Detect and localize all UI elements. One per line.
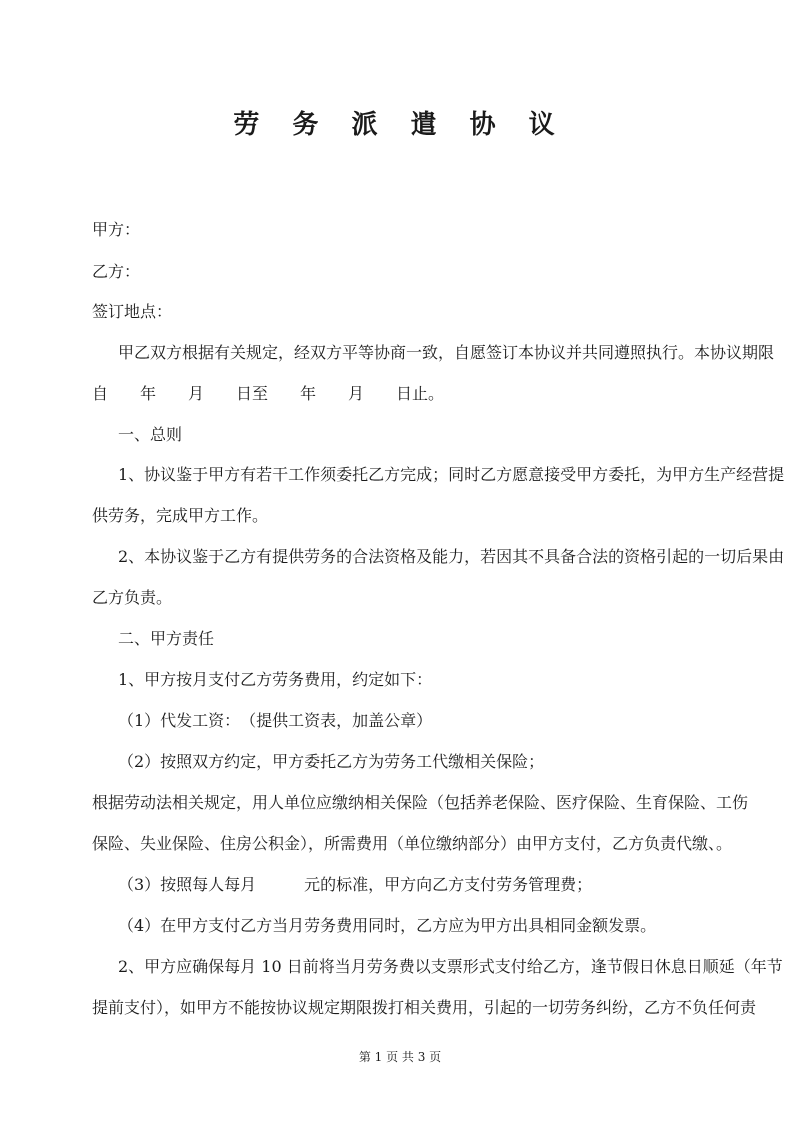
paragraph-line: 供劳务，完成甲方工作。 [92, 506, 269, 525]
paragraph-line: 甲乙双方根据有关规定，经双方平等协商一致，自愿签订本协议并共同遵照执行。本协议期限 [118, 343, 775, 362]
signing-place-line: 签订地点： [92, 302, 173, 321]
paragraph-line: 乙方负责。 [92, 588, 173, 607]
paragraph-line: 2、本协议鉴于乙方有提供劳务的合法资格及能力，若因其不具备合法的资格引起的一切后果由 [118, 547, 785, 566]
paragraph-line: 根据劳动法相关规定，用人单位应缴纳相关保险（包括养老保险、医疗保险、生育保险、工伤 [92, 793, 749, 812]
paragraph-line: （2）按照双方约定，甲方委托乙方为劳务工代缴相关保险； [118, 752, 545, 771]
paragraph-line: （4）在甲方支付乙方当月劳务费用同时，乙方应为甲方出具相同金额发票。 [118, 916, 657, 935]
section-heading: 二、甲方责任 [118, 629, 215, 648]
paragraph-line: （1）代发工资： （提供工资表，加盖公章） [118, 711, 433, 730]
paragraph-line: （3）按照每人每月 元的标准，甲方向乙方支付劳务管理费； [118, 875, 593, 894]
party-b-line: 乙方： [92, 262, 141, 281]
party-a-line: 甲方： [92, 220, 141, 239]
paragraph-line: 2、甲方应确保每月 10 日前将当月劳务费以支票形式支付给乙方，逢节假日休息日顺延（年节 [118, 957, 783, 976]
paragraph-line: 1、协议鉴于甲方有若干工作须委托乙方完成；同时乙方愿意接受甲方委托，为甲方生产经营提 [118, 465, 785, 484]
paragraph-line: 保险、失业保险、住房公积金），所需费用（单位缴纳部分）由甲方支付，乙方负责代缴、。 [92, 834, 733, 853]
document-title: 劳 务 派 遣 协 议 [233, 110, 567, 140]
paragraph-line: 1、甲方按月支付乙方劳务费用，约定如下： [118, 670, 433, 689]
paragraph-line: 提前支付），如甲方不能按协议规定期限拨打相关费用，引起的一切劳务纠纷，乙方不负任何责 [92, 998, 757, 1017]
paragraph-line: 自 年 月 日至 年 月 日止。 [92, 384, 445, 403]
section-heading: 一、总则 [118, 425, 183, 444]
page-footer: 第 1 页 共 3 页 [358, 1050, 442, 1064]
